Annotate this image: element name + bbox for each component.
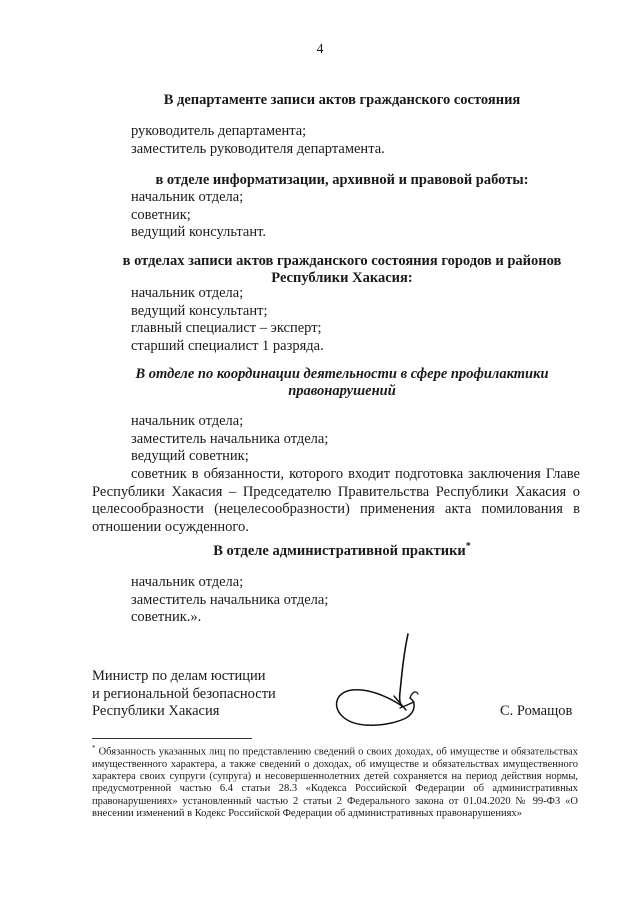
position-line: и региональной безопасности [92, 685, 276, 702]
footnote-divider [92, 738, 252, 739]
list-item: начальник отдела; [131, 574, 244, 590]
section-heading-admin-practice [92, 543, 592, 560]
list-item: ведущий советник; [131, 448, 249, 465]
handwritten-signature [330, 632, 450, 732]
section-heading-informatization: в отделе информатизации, архивной и правовой работы: [155, 172, 529, 188]
section-list-zags-department [131, 123, 581, 158]
position-line: Министр по делам юстиции [92, 668, 266, 684]
section-list-prevention [131, 413, 581, 466]
list-item: старший специалист 1 разряда. [131, 337, 324, 354]
page-number: 4 [316, 42, 324, 57]
section-heading-zags-department: В департаменте записи актов гражданского состояния [163, 92, 521, 108]
section-list-zags-cities [131, 285, 581, 355]
heading-text: В отделе административной практики [213, 543, 466, 559]
list-item: заместитель начальника отдела; [131, 430, 329, 447]
section-heading-prevention [92, 366, 592, 400]
signatory-position [92, 668, 276, 721]
list-item: заместитель начальника отдела; [131, 591, 329, 608]
list-item: заместитель руководителя департамента. [131, 140, 385, 157]
list-item: ведущий консультант; [131, 302, 268, 319]
section-heading-zags-cities [92, 253, 592, 287]
heading-line: в отделах записи актов гражданского состояния городов и районов [122, 253, 562, 269]
list-item: начальник отдела; [131, 285, 244, 301]
footnote-text: Обязанность указанных лиц по представлению сведений о своих доходах, об имуществе и обязательствах имущественного характера, а также сведений о доходах, об имуществе и обязательствах имущественного характера своих супруги (супруга) и несовершеннолетних детей сохраняется на период действия нормы, предусмотренной частью 6.4 статьи 28.3 «Кодекса Российской Федерации об административных правонарушениях» установленный частью 2 статьи 2 Федерального закона от 01.04.2020 № 99-ФЗ «О внесении изменений в Кодекс Российской Федерации об административных правонарушениях» [92, 746, 578, 819]
heading-line: Республики Хакасия: [271, 270, 413, 286]
footnote [92, 742, 578, 820]
list-item: советник; [131, 206, 191, 223]
footnote-mark: * [92, 744, 96, 752]
heading-line: правонарушений [288, 383, 396, 399]
section-list-admin-practice [131, 574, 581, 627]
list-item: руководитель департамента; [131, 123, 307, 139]
list-item: начальник отдела; [131, 189, 244, 205]
signatory-name: С. Ромащов [500, 703, 573, 719]
footnote-reference: * [465, 541, 471, 553]
list-item: советник.». [131, 609, 202, 626]
list-item: главный специалист – эксперт; [131, 320, 322, 337]
paragraph-advisor-duties: советник в обязанности, которого входит подготовка заключения Главе Республики Хакасия – Председателю Правительства Республики Хакасия о целесообразности (нецелесообразности) применения акта помилования в отношении осужденного. [92, 466, 580, 535]
position-line: Республики Хакасия [92, 703, 220, 719]
section-list-informatization [131, 189, 581, 242]
heading-line: В отделе по координации деятельности в сфере профилактики [135, 366, 549, 382]
list-item: начальник отдела; [131, 413, 244, 429]
list-item: ведущий консультант. [131, 224, 266, 241]
